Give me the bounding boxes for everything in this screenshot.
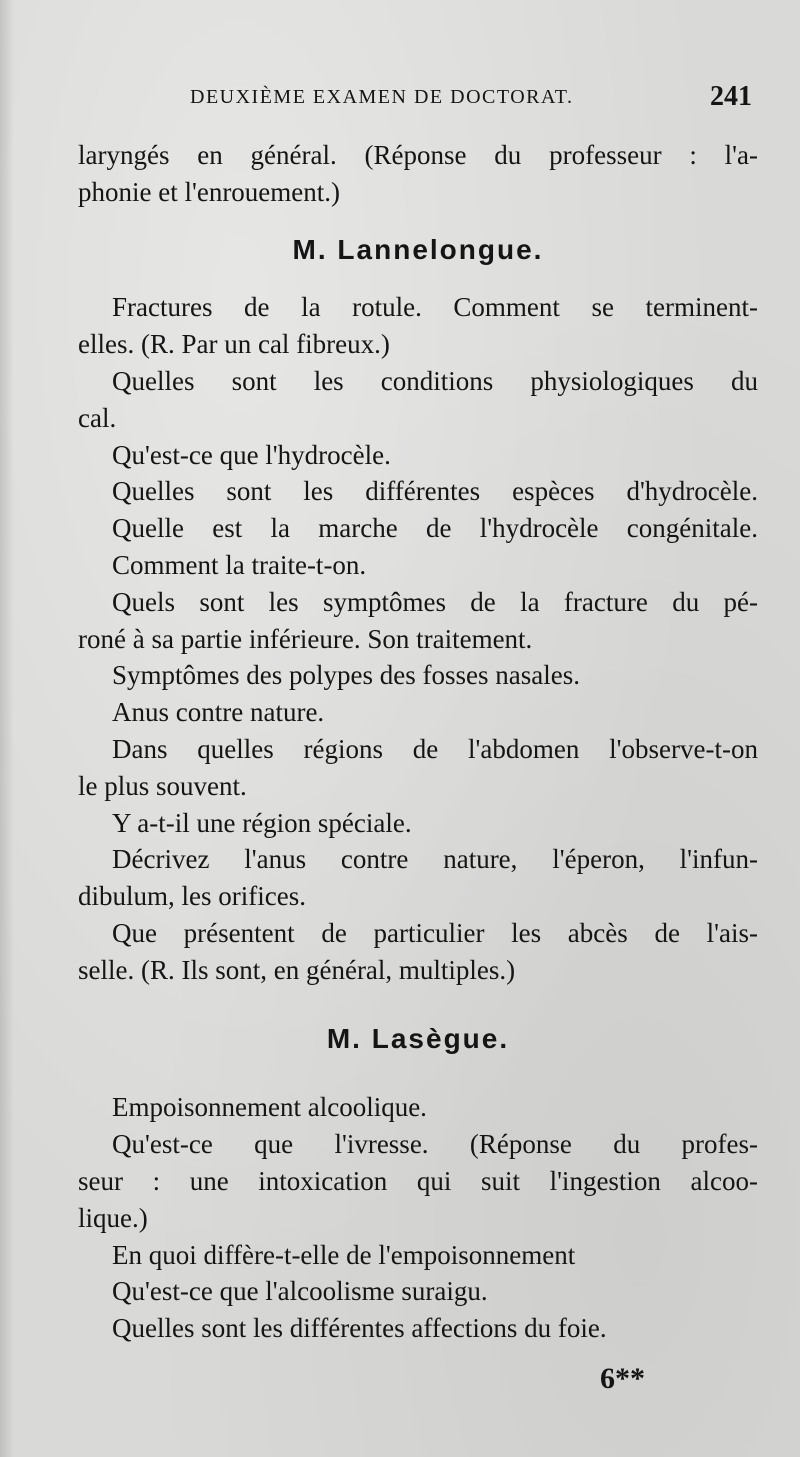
running-header [190, 80, 752, 114]
page-number: 241 [710, 81, 752, 112]
text-line: Qu'est-ce que l'alcoolisme suraigu. [112, 1276, 488, 1307]
text-line: Qu'est-ce que l'ivresse. (Réponse du profes- [112, 1129, 758, 1160]
section-heading-lasegue: M. Lasègue. [326, 1022, 510, 1054]
text-line: Décrivez l'anus contre nature, l'éperon, l'infun- [112, 844, 758, 875]
text-line: En quoi diffère-t-elle de l'empoisonnement [112, 1239, 576, 1270]
text-line: Quels sont les symptômes de la fracture du pé- [112, 586, 758, 617]
text-line: laryngés en général. (Réponse du professeur : l'a- [78, 140, 758, 170]
section-heading-lannelongue: M. Lannelongue. [292, 233, 544, 265]
text-line: le plus souvent. [78, 770, 247, 801]
text-line: Dans quelles régions de l'abdomen l'observe-t-on [112, 733, 758, 764]
text-line: Quelles sont les différentes affections du foie. [112, 1313, 607, 1344]
text-line: Empoisonnement alcoolique. [112, 1092, 427, 1123]
text-line: dibulum, les orifices. [78, 881, 306, 912]
page-body [78, 137, 758, 1347]
text-line: Qu'est-ce que l'hydrocèle. [112, 439, 391, 470]
text-line: Quelles sont les conditions physiologiques du [112, 365, 758, 396]
text-line: phonie et l'enrouement.) [78, 176, 341, 207]
text-line: Quelle est la marche de l'hydrocèle congénitale. [112, 513, 758, 544]
text-line: Fractures de la rotule. Comment se terminent- [112, 292, 758, 323]
text-line: seur : une intoxication qui suit l'ingestion alcoo- [78, 1165, 758, 1196]
text-line: Comment la traite-t-on. [112, 549, 367, 580]
text-line: lique.) [78, 1202, 148, 1233]
text-line: roné à sa partie inférieure. Son traitement. [78, 623, 533, 654]
text-line: Quelles sont les différentes espèces d'hydrocèle. [112, 476, 758, 507]
text-line: selle. (R. Ils sont, en général, multiples.) [78, 954, 516, 985]
printer-signature-mark: 6** [600, 1362, 645, 1395]
running-header-title: DEUXIÈME EXAMEN DE DOCTORAT. [190, 86, 574, 108]
text-line: elles. (R. Par un cal fibreux.) [78, 329, 390, 360]
text-line: Anus contre nature. [112, 697, 325, 728]
page-edge-shadow [0, 0, 14, 1457]
text-line: cal. [78, 402, 117, 433]
text-line: Symptômes des polypes des fosses nasales. [112, 660, 580, 691]
text-line: Y a-t-il une région spéciale. [112, 807, 412, 838]
text-line: Que présentent de particulier les abcès de l'ais- [112, 917, 758, 948]
